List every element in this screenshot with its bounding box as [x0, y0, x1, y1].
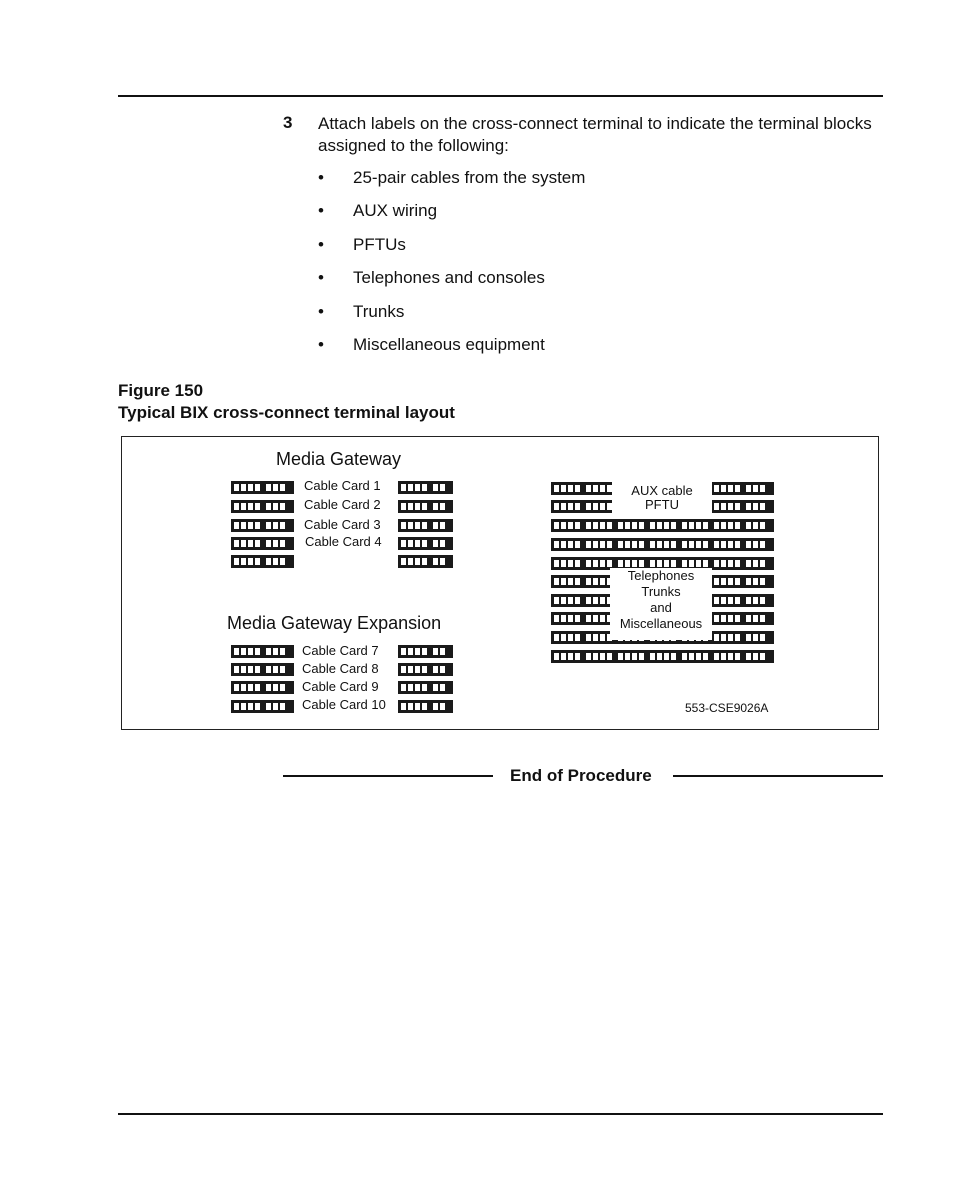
- bullet-item: AUX wiring: [353, 201, 438, 220]
- cable-card-label: Cable Card 2: [304, 497, 381, 512]
- footer-rule: [118, 1113, 883, 1115]
- figure-title: Typical BIX cross-connect terminal layout: [118, 403, 455, 422]
- end-rule-right: [673, 775, 883, 777]
- telephones-text: Telephones: [627, 568, 695, 583]
- miscellaneous-text: Miscellaneous: [619, 616, 703, 631]
- terminal-block: [398, 681, 453, 694]
- terminal-row: [551, 650, 774, 663]
- terminal-block: [398, 555, 453, 568]
- aux-pftu-label: [612, 482, 712, 514]
- cable-card-label: Cable Card 3: [304, 517, 381, 532]
- cable-card-label: Cable Card 1: [304, 478, 381, 493]
- bullet-marker: •: [318, 201, 324, 220]
- terminal-block: [398, 663, 453, 676]
- cable-card-label: Cable Card 4: [305, 534, 382, 549]
- bullet-item: Telephones and consoles: [353, 268, 545, 287]
- terminal-block: [231, 500, 294, 513]
- bullet-marker: •: [318, 268, 324, 287]
- bullet-marker: •: [318, 235, 324, 254]
- expansion-title: Media Gateway Expansion: [227, 613, 442, 633]
- bullet-item: 25-pair cables from the system: [353, 168, 586, 187]
- terminal-block: [231, 481, 294, 494]
- trunks-text: Trunks: [641, 584, 681, 599]
- terminal-block: [398, 700, 453, 713]
- terminal-block: [231, 519, 294, 532]
- cable-card-label: Cable Card 10: [302, 697, 386, 712]
- figure-id: 553-CSE9026A: [685, 701, 769, 715]
- and-text: and: [650, 600, 672, 615]
- step-text-line1: Attach labels on the cross-connect terminal to indicate the terminal blocks: [318, 114, 872, 133]
- bullet-item: Trunks: [353, 302, 405, 321]
- terminal-block: [231, 645, 294, 658]
- telephones-trunks-label: [610, 568, 712, 640]
- cable-card-label: Cable Card 8: [302, 661, 379, 676]
- cable-card-label: Cable Card 9: [302, 679, 379, 694]
- media-gateway-title: Media Gateway: [276, 449, 402, 469]
- bullet-item: Miscellaneous equipment: [353, 335, 545, 354]
- bullet-marker: •: [318, 168, 324, 187]
- terminal-row: [551, 538, 774, 551]
- terminal-block: [231, 537, 294, 550]
- cable-card-label: Cable Card 7: [302, 643, 379, 658]
- step-number: 3: [283, 113, 293, 132]
- terminal-block: [398, 519, 453, 532]
- terminal-block: [231, 663, 294, 676]
- end-rule-left: [283, 775, 493, 777]
- aux-cable-text: AUX cable: [631, 483, 693, 498]
- pftu-text: PFTU: [645, 497, 679, 512]
- terminal-row: [551, 519, 774, 532]
- terminal-block: [231, 700, 294, 713]
- end-of-procedure: End of Procedure: [510, 766, 652, 785]
- header-rule: [118, 95, 883, 97]
- bullet-marker: •: [318, 302, 324, 321]
- figure-number: Figure 150: [118, 381, 204, 400]
- terminal-block: [398, 537, 453, 550]
- terminal-block: [231, 681, 294, 694]
- terminal-block: [231, 555, 294, 568]
- terminal-block: [398, 645, 453, 658]
- terminal-block: [398, 481, 453, 494]
- terminal-block: [398, 500, 453, 513]
- figure-diagram: [121, 436, 879, 730]
- bullet-item: PFTUs: [353, 235, 406, 254]
- bullet-marker: •: [318, 335, 324, 354]
- step-text-line2: assigned to the following:: [318, 136, 509, 155]
